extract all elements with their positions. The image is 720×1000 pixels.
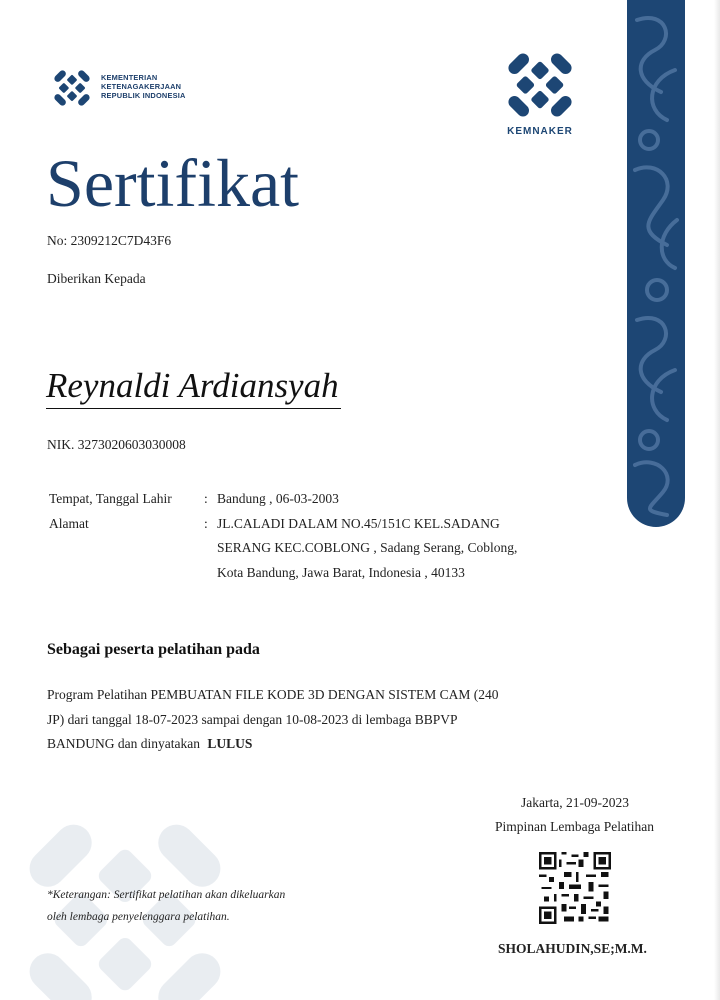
certificate-title: Sertifikat	[46, 145, 300, 221]
address-label: Alamat	[49, 515, 89, 531]
footnote-line: oleh lembaga penyelenggara pelatihan.	[47, 911, 230, 923]
address-value	[217, 512, 517, 586]
training-description	[47, 683, 587, 757]
training-line: Program Pelatihan PEMBUATAN FILE KODE 3D DENGAN SISTEM CAM (240	[47, 687, 499, 702]
ministry-line: KEMENTERIAN	[101, 73, 158, 82]
logo-wordmark: KEMNAKER	[507, 126, 573, 134]
training-result: LULUS	[207, 736, 253, 751]
ministry-name	[101, 73, 186, 100]
decorative-side-band	[627, 0, 685, 527]
training-section-title: Sebagai peserta pelatihan pada	[47, 641, 260, 658]
colon: :	[204, 491, 208, 506]
training-line-final	[47, 732, 587, 757]
kemnaker-emblem-icon	[48, 64, 96, 112]
address-line: Kota Bandung, Jawa Barat, Indonesia , 40133	[217, 564, 465, 580]
address-line: SERANG KEC.COBLONG , Sadang Serang, Coblong,	[217, 540, 518, 555]
ornament-pattern-icon	[627, 0, 685, 527]
footnote	[47, 884, 285, 928]
recipient-name: Reynaldi Ardiansyah	[46, 364, 341, 409]
training-line: BANDUNG dan dinyatakan	[47, 736, 200, 751]
colon: :	[204, 515, 208, 531]
ministry-line: REPUBLIK INDONESIA	[101, 91, 186, 100]
signer-name: SHOLAHUDIN,SE;M.M.	[498, 941, 647, 956]
birth-label: Tempat, Tanggal Lahir	[49, 491, 172, 506]
training-line: JP) dari tanggal 18-07-2023 sampai dengan 10-08-2023 di lembaga BBPVP	[47, 711, 458, 727]
page-edge	[714, 0, 720, 1000]
given-to-label: Diberikan Kepada	[47, 271, 146, 286]
recipient-nik: NIK. 3273020603030008	[47, 437, 186, 452]
qr-code-icon	[539, 852, 611, 924]
sign-role: Pimpinan Lembaga Pelatihan	[495, 819, 654, 834]
address-line: JL.CALADI DALAM NO.45/151C KEL.SADANG	[217, 515, 500, 531]
ministry-line: KETENAGAKERJAAN	[101, 82, 182, 91]
sign-place-date: Jakarta, 21-09-2023	[521, 795, 629, 810]
birth-value: Bandung , 06-03-2003	[217, 491, 339, 506]
footnote-line: *Keterangan: Sertifikat pelatihan akan dikeluarkan	[47, 889, 286, 901]
certificate-number: No: 2309212C7D43F6	[47, 233, 172, 248]
kemnaker-emblem-icon	[497, 42, 583, 128]
